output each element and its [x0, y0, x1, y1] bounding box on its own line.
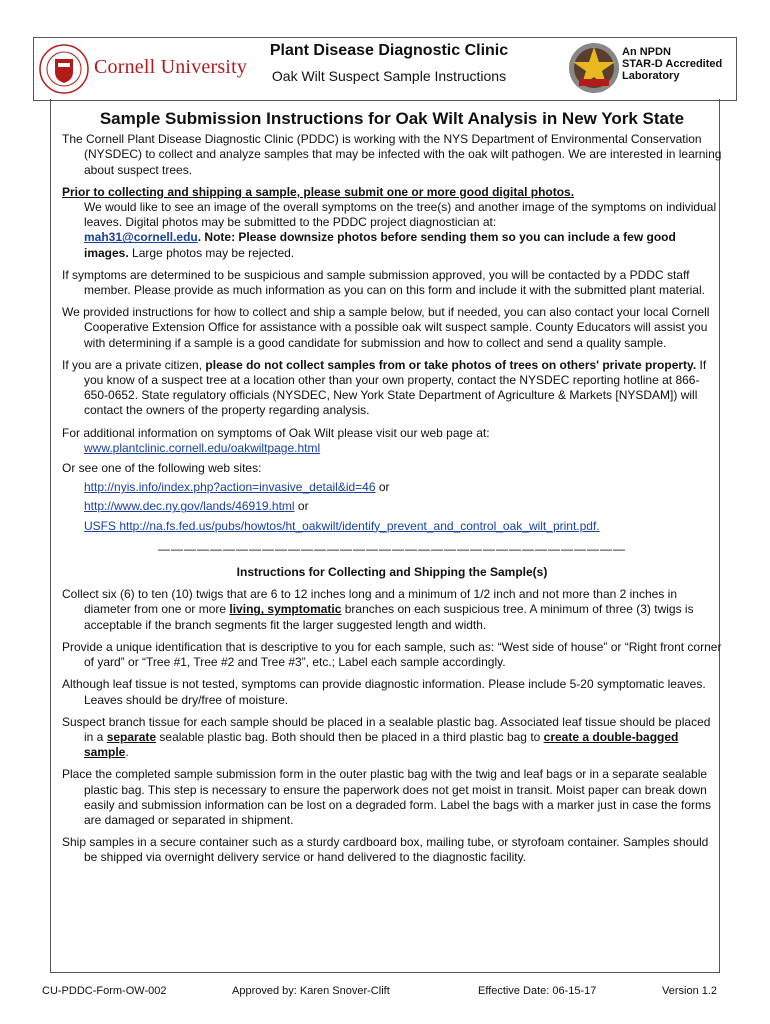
- header-title-block: [244, 42, 534, 84]
- accreditation-line: STAR-D Accredited: [622, 58, 723, 70]
- usfs-link[interactable]: USFS http://na.fs.fed.us/pubs/howtos/ht_oakwilt/identify_prevent_and_control_oak_wilt_print.pdf.: [84, 518, 600, 533]
- bag-e: .: [125, 745, 129, 760]
- photos-paragraph: [62, 185, 722, 261]
- dec-link[interactable]: http://www.dec.ny.gov/lands/46919.html: [84, 499, 295, 514]
- collect-emphasis: living, symptomatic: [229, 602, 342, 617]
- page-title: Sample Submission Instructions for Oak Wilt Analysis in New York State: [99, 109, 685, 128]
- form-paragraph: Place the completed sample submission form in the outer plastic bag with the twig and leaf bags or in a separate sealable plastic bag. This step is necessary to ensure the paperwork does not get moist in transit. Moist paper can break down easily and submission information can be lost on a degraded form. Label the bags with a marker just in case the forms are damaged or separated in shipment.: [62, 767, 711, 827]
- link2-line: [62, 499, 722, 514]
- private-rest: If you know of a suspect tree at a location other than your own property, contact the NYSDEC reporting hotline at 866-650-0652. State regulatory officials (NYSDEC, New York State Department of Agriculture & Markets [NYSDAM]) will contact the owners of the property regarding analysis.: [84, 357, 707, 418]
- diagnostician-email-link[interactable]: mah31@cornell.edu: [84, 230, 198, 245]
- photos-note-bold: . Note: Please downsize photos before sending them so you can include a few good images.: [84, 230, 676, 260]
- suspicious-paragraph: If symptoms are determined to be suspicious and sample submission approved, you will be contacted by a PDDC staff member. Please provide as much information as you can on this form and include it with the submitted plant material.: [62, 267, 705, 298]
- header-subtitle: Oak Wilt Suspect Sample Instructions: [271, 68, 507, 84]
- footer-approved: Approved by: Karen Snover-Clift: [232, 985, 390, 997]
- leaf-paragraph: Although leaf tissue is not tested, symptoms can provide diagnostic information. Please include 5-20 symptomatic leaves. Leaves should be dry/free of moisture.: [62, 677, 706, 707]
- bag-paragraph: [62, 715, 722, 761]
- collect-paragraph: [62, 587, 722, 633]
- collect-a: Collect six (6) to ten (10) twigs that are 6 to 12 inches long and a minimum of 1/2 inch and not more than 2 inches in diameter from one or more: [62, 587, 677, 617]
- document-content: [62, 109, 722, 873]
- clinic-title: Plant Disease Diagnostic Clinic: [269, 42, 509, 59]
- extension-paragraph: We provided instructions for how to collect and ship a sample below, but if needed, you can also contact your local Cornell Cooperative Extension Office for assistance with a possible oak wilt suspect sample. County Educators will assist you with determining if a sample is a good candidate for submission and how to collect and send a quality sample.: [62, 305, 710, 350]
- bag-c: sealable plastic bag. Both should then be placed in a third plastic bag to: [156, 729, 544, 744]
- photos-heading: Prior to collecting and shipping a sample, please submit one or more good digital photos.: [62, 184, 575, 199]
- document-header: [33, 37, 737, 101]
- oak-wilt-page-link[interactable]: www.plantclinic.cornell.edu/oakwiltpage.html: [84, 440, 321, 455]
- intro-paragraph: The Cornell Plant Disease Diagnostic Clinic (PDDC) is working with the NYS Department of Environmental Conservation (NYSDEC) to collect and analyze samples that may be infected with the oak wilt pathogen. We are interested in learning about suspect trees.: [62, 132, 722, 177]
- link1-line: [62, 480, 722, 495]
- private-warning: please do not collect samples from or take photos of trees on others' private property.: [205, 357, 697, 372]
- collect-c: branches on each suspicious tree. A minimum of three (3) twigs is acceptable if the branch segments fit the larger suggested length and width.: [84, 602, 694, 632]
- accreditation-line: An NPDN: [622, 46, 671, 58]
- info-url-line: [62, 441, 722, 456]
- footer-effective-date: Effective Date: 06-15-17: [478, 985, 597, 997]
- see-also-text: Or see one of the following web sites:: [62, 461, 262, 476]
- npdn-star-icon: [567, 41, 621, 95]
- private-start: If you are a private citizen,: [62, 357, 206, 372]
- info-text: For additional information on symptoms of Oak Wilt please visit our web page at:: [62, 425, 490, 440]
- instructions-title: Instructions for Collecting and Shipping the Sample(s): [236, 565, 548, 580]
- separator-line: ————————————————————————————————————: [158, 541, 626, 556]
- bag-separate: separate: [106, 729, 157, 744]
- nyis-link[interactable]: http://nyis.info/index.php?action=invasive_detail&id=46: [84, 480, 376, 495]
- cornell-seal-icon: [38, 42, 90, 96]
- label-paragraph: Provide a unique identification that is descriptive to you for each sample, such as: “West side of house” or “Right front corner of yard” or “Tree #1, Tree #2 and Tree #3”, etc.; Label each sample accordingly.: [62, 639, 722, 670]
- accreditation-line: Laboratory: [622, 70, 680, 82]
- ship-paragraph: Ship samples in a secure container such as a sturdy cardboard box, mailing tube, or styrofoam container. Samples should be shipped via overnight delivery service or hand delivered to the diagnostic facility.: [62, 835, 709, 865]
- photos-note: Large photos may be rejected.: [128, 245, 295, 260]
- private-citizen-paragraph: [62, 358, 722, 419]
- link3-line: [62, 519, 722, 534]
- footer-form-id: CU-PDDC-Form-OW-002: [42, 985, 167, 997]
- bag-a: Suspect branch tissue for each sample should be placed in a sealable plastic bag. Associated leaf tissue should be placed in a: [62, 714, 711, 744]
- accreditation-text: [622, 46, 722, 82]
- bag-double: create a double-bagged sample: [84, 729, 679, 760]
- or-text: or: [375, 480, 390, 495]
- university-name: Cornell University: [94, 56, 248, 78]
- or-text: or: [294, 499, 309, 514]
- photos-text: We would like to see an image of the overall symptoms on the tree(s) and another image of the symptoms on individual leaves. Digital photos may be submitted to the PDDC project diagnostician at:: [84, 200, 717, 230]
- footer-version: Version 1.2: [662, 985, 718, 997]
